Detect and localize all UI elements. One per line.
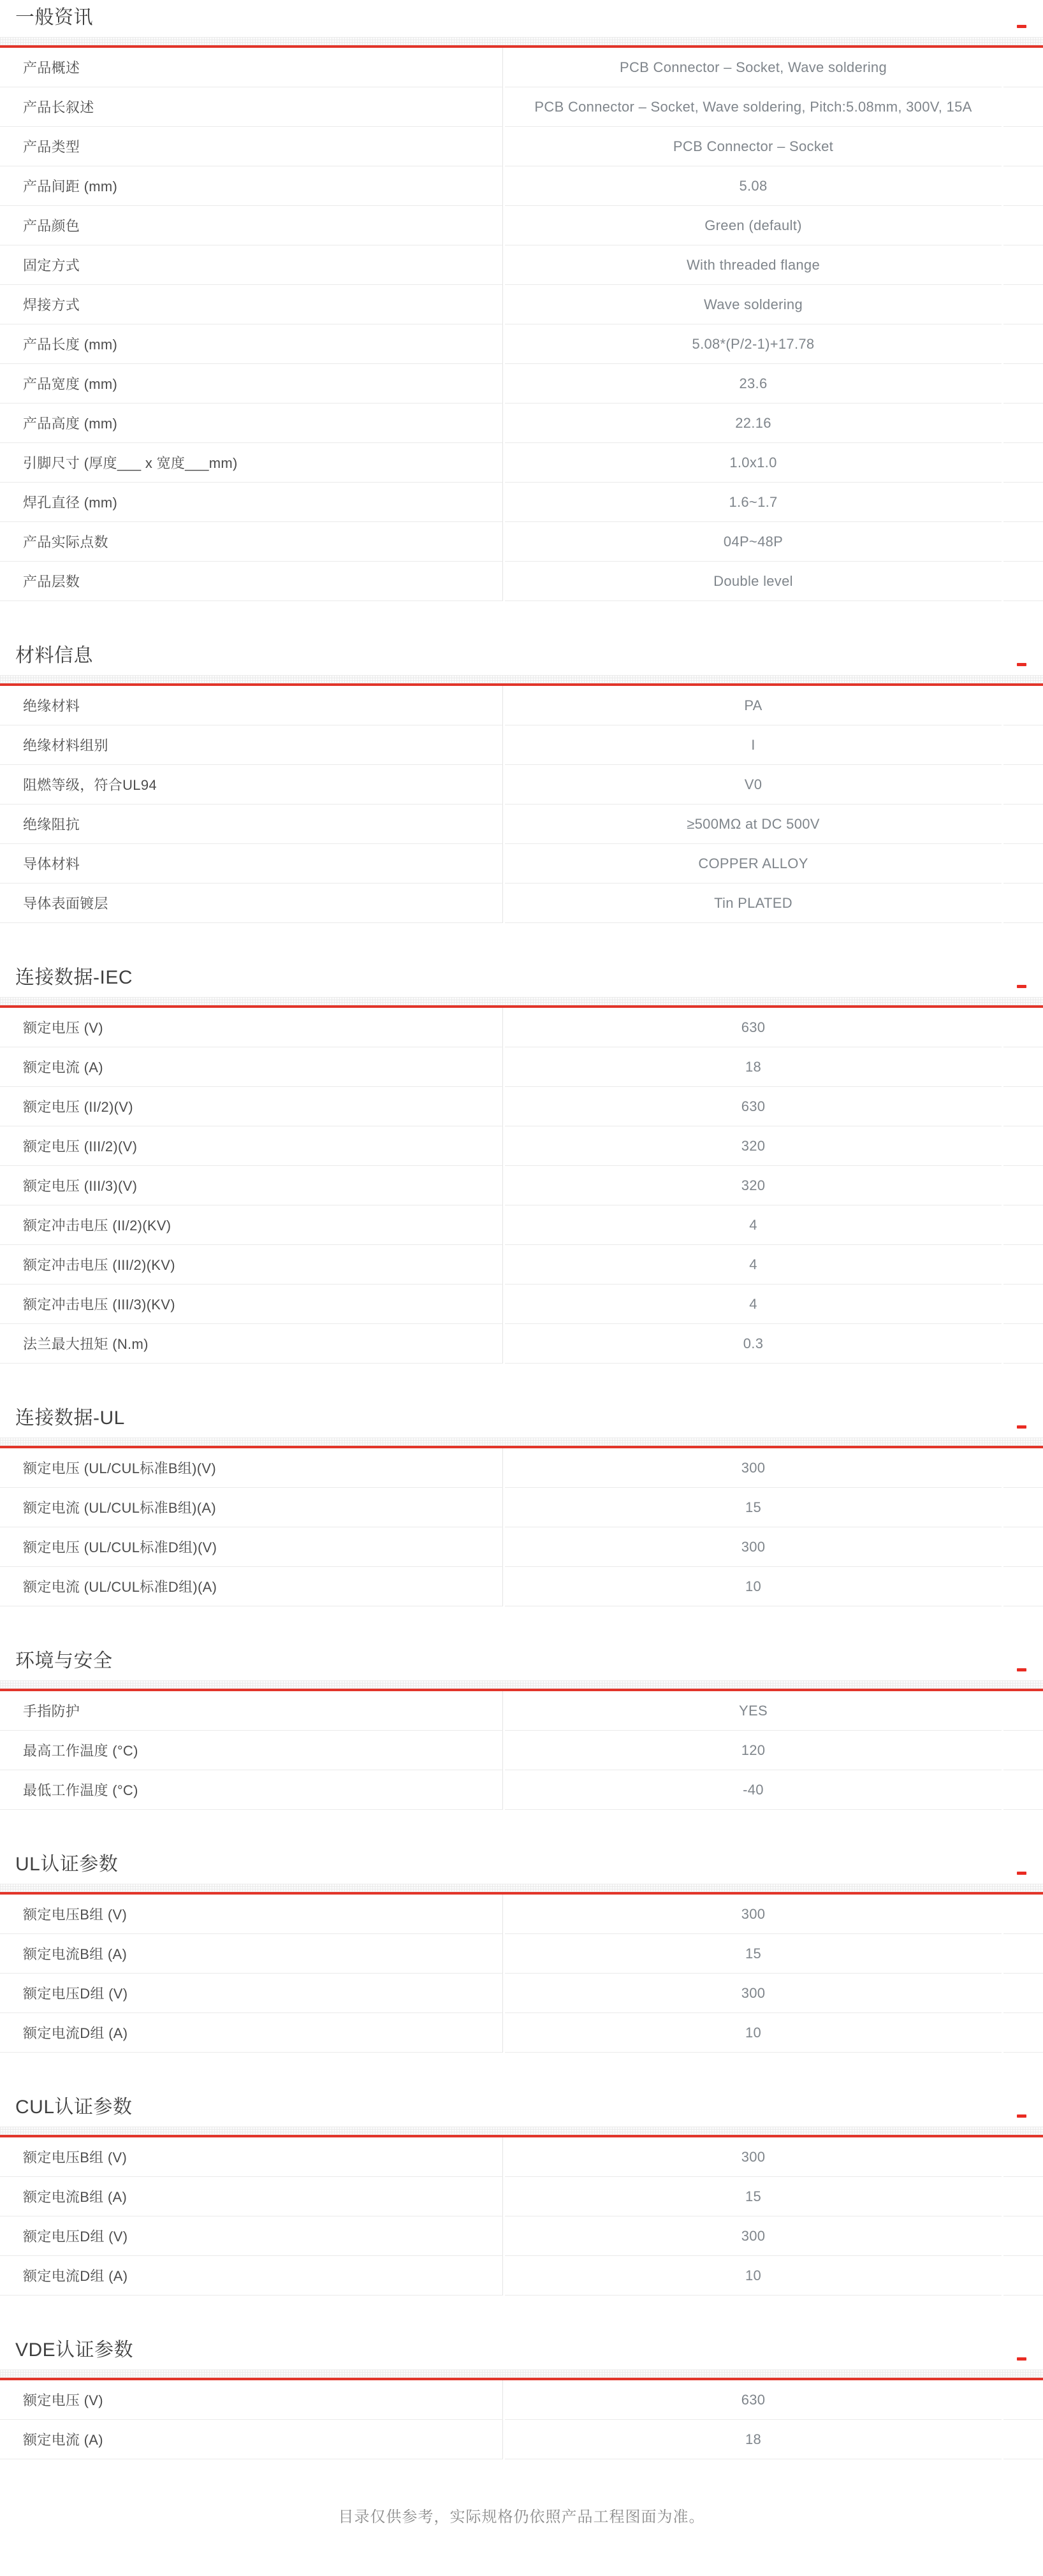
spec-section (0, 4, 1043, 601)
table-row (0, 2420, 1043, 2459)
spec-table (0, 2137, 1043, 2296)
spec-section (0, 964, 1043, 1364)
row-value: 300 (505, 2137, 1002, 2177)
section-divider-pattern (0, 2369, 1043, 2378)
row-label: 产品类型 (0, 127, 503, 166)
row-value: 18 (505, 2420, 1002, 2459)
row-value: PCB Connector – Socket, Wave soldering, Pitch:5.08mm, 300V, 15A (505, 87, 1002, 127)
row-label: 额定电流 (A) (0, 1047, 503, 1087)
row-spacer (1003, 166, 1043, 206)
table-row (0, 1047, 1043, 1087)
table-row (0, 1770, 1043, 1810)
row-value: 18 (505, 1047, 1002, 1087)
row-label: 焊接方式 (0, 285, 503, 324)
row-spacer (1003, 2177, 1043, 2216)
row-value: 300 (505, 1448, 1002, 1488)
spec-section (0, 2336, 1043, 2459)
section-title: 环境与安全 (15, 1650, 113, 1671)
section-divider-pattern (0, 997, 1043, 1005)
table-row (0, 285, 1043, 324)
row-label: 额定电压 (III/2)(V) (0, 1126, 503, 1166)
row-label: 额定电压 (III/3)(V) (0, 1166, 503, 1205)
table-row (0, 1087, 1043, 1126)
row-value: 15 (505, 1934, 1002, 1974)
table-row (0, 1166, 1043, 1205)
row-spacer (1003, 1166, 1043, 1205)
row-value: 1.6~1.7 (505, 483, 1002, 522)
table-row (0, 2013, 1043, 2053)
collapse-minus-icon[interactable] (1017, 2357, 1026, 2361)
row-spacer (1003, 127, 1043, 166)
row-label: 法兰最大扭矩 (N.m) (0, 1324, 503, 1364)
row-spacer (1003, 1087, 1043, 1126)
row-label: 额定电压B组 (V) (0, 2137, 503, 2177)
row-spacer (1003, 364, 1043, 404)
row-label: 额定电压 (UL/CUL标准D组)(V) (0, 1527, 503, 1567)
row-value: With threaded flange (505, 245, 1002, 285)
row-value: 5.08*(P/2-1)+17.78 (505, 324, 1002, 364)
row-label: 产品层数 (0, 562, 503, 601)
table-row (0, 844, 1043, 884)
row-label: 额定电流 (UL/CUL标准D组)(A) (0, 1567, 503, 1606)
row-value: Double level (505, 562, 1002, 601)
row-spacer (1003, 1731, 1043, 1770)
row-label: 额定电流 (UL/CUL标准B组)(A) (0, 1488, 503, 1527)
row-label: 产品概述 (0, 48, 503, 87)
table-row (0, 443, 1043, 483)
section-header (0, 1647, 1043, 1680)
row-label: 最低工作温度 (°C) (0, 1770, 503, 1810)
section-title: CUL认证参数 (15, 2097, 133, 2118)
section-header (0, 2093, 1043, 2127)
row-value: 300 (505, 1527, 1002, 1567)
row-spacer (1003, 1567, 1043, 1606)
row-value: I (505, 725, 1002, 765)
table-row (0, 2380, 1043, 2420)
table-row (0, 1527, 1043, 1567)
table-row (0, 404, 1043, 443)
table-row (0, 1324, 1043, 1364)
section-title: UL认证参数 (15, 1854, 119, 1875)
table-row (0, 562, 1043, 601)
row-spacer (1003, 1284, 1043, 1324)
table-row (0, 48, 1043, 87)
row-spacer (1003, 2380, 1043, 2420)
row-label: 导体材料 (0, 844, 503, 884)
row-label: 产品长叙述 (0, 87, 503, 127)
table-row (0, 2256, 1043, 2296)
section-header (0, 964, 1043, 997)
row-label: 额定电流 (A) (0, 2420, 503, 2459)
row-label: 额定电流D组 (A) (0, 2013, 503, 2053)
section-header (0, 4, 1043, 37)
row-label: 焊孔直径 (mm) (0, 483, 503, 522)
row-spacer (1003, 245, 1043, 285)
table-row (0, 1691, 1043, 1731)
row-label: 额定电压D组 (V) (0, 2216, 503, 2256)
row-label: 额定电压B组 (V) (0, 1895, 503, 1934)
row-spacer (1003, 844, 1043, 884)
row-value: 320 (505, 1166, 1002, 1205)
row-label: 最高工作温度 (°C) (0, 1731, 503, 1770)
row-spacer (1003, 443, 1043, 483)
row-label: 产品高度 (mm) (0, 404, 503, 443)
row-spacer (1003, 884, 1043, 923)
row-spacer (1003, 1245, 1043, 1284)
row-spacer (1003, 1527, 1043, 1567)
row-spacer (1003, 1974, 1043, 2013)
section-divider-pattern (0, 675, 1043, 683)
row-spacer (1003, 1205, 1043, 1245)
section-divider-pattern (0, 2127, 1043, 2135)
row-value: 320 (505, 1126, 1002, 1166)
row-label: 额定电压 (II/2)(V) (0, 1087, 503, 1126)
row-value: COPPER ALLOY (505, 844, 1002, 884)
row-label: 产品实际点数 (0, 522, 503, 562)
row-label: 手指防护 (0, 1691, 503, 1731)
row-label: 额定冲击电压 (II/2)(KV) (0, 1205, 503, 1245)
row-value: ≥500MΩ at DC 500V (505, 804, 1002, 844)
row-spacer (1003, 1691, 1043, 1731)
row-spacer (1003, 562, 1043, 601)
section-title: 连接数据-UL (15, 1408, 125, 1429)
row-label: 额定电压 (V) (0, 2380, 503, 2420)
table-row (0, 686, 1043, 725)
row-value: 5.08 (505, 166, 1002, 206)
row-spacer (1003, 1126, 1043, 1166)
row-value: 4 (505, 1205, 1002, 1245)
row-spacer (1003, 1047, 1043, 1087)
sections (0, 4, 1043, 2459)
row-spacer (1003, 1448, 1043, 1488)
row-spacer (1003, 404, 1043, 443)
table-row (0, 1126, 1043, 1166)
table-row (0, 2177, 1043, 2216)
table-row (0, 765, 1043, 804)
row-spacer (1003, 1488, 1043, 1527)
collapse-minus-icon[interactable] (1017, 663, 1026, 666)
table-row (0, 206, 1043, 245)
row-spacer (1003, 725, 1043, 765)
row-value: 15 (505, 2177, 1002, 2216)
row-value: 23.6 (505, 364, 1002, 404)
collapse-minus-icon[interactable] (1017, 1425, 1026, 1429)
row-value: 300 (505, 1895, 1002, 1934)
section-title: VDE认证参数 (15, 2340, 134, 2361)
section-header (0, 1404, 1043, 1437)
row-spacer (1003, 765, 1043, 804)
row-label: 额定电压 (V) (0, 1008, 503, 1047)
table-row (0, 1448, 1043, 1488)
row-value: Tin PLATED (505, 884, 1002, 923)
spec-table (0, 1895, 1043, 2053)
row-value: 4 (505, 1284, 1002, 1324)
row-label: 产品间距 (mm) (0, 166, 503, 206)
row-spacer (1003, 2256, 1043, 2296)
row-spacer (1003, 1770, 1043, 1810)
spec-table (0, 1008, 1043, 1364)
row-spacer (1003, 324, 1043, 364)
spec-section (0, 642, 1043, 923)
section-title: 材料信息 (15, 645, 93, 666)
table-row (0, 1205, 1043, 1245)
spec-table (0, 2380, 1043, 2459)
row-spacer (1003, 2013, 1043, 2053)
row-label: 额定冲击电压 (III/2)(KV) (0, 1245, 503, 1284)
row-label: 额定电流D组 (A) (0, 2256, 503, 2296)
section-title: 一般资讯 (15, 7, 93, 28)
table-row (0, 1488, 1043, 1527)
row-label: 绝缘材料 (0, 686, 503, 725)
table-row (0, 1974, 1043, 2013)
section-divider-pattern (0, 1437, 1043, 1446)
row-value: 300 (505, 1974, 1002, 2013)
section-header (0, 1851, 1043, 1884)
table-row (0, 725, 1043, 765)
row-label: 额定电压 (UL/CUL标准B组)(V) (0, 1448, 503, 1488)
row-value: 15 (505, 1488, 1002, 1527)
spec-section (0, 1647, 1043, 1810)
section-header (0, 642, 1043, 675)
row-value: PCB Connector – Socket (505, 127, 1002, 166)
spec-table (0, 686, 1043, 923)
row-spacer (1003, 804, 1043, 844)
spec-table (0, 48, 1043, 601)
row-spacer (1003, 87, 1043, 127)
row-value: V0 (505, 765, 1002, 804)
row-value: 630 (505, 2380, 1002, 2420)
section-header (0, 2336, 1043, 2369)
row-value: 04P~48P (505, 522, 1002, 562)
row-value: Wave soldering (505, 285, 1002, 324)
row-value: -40 (505, 1770, 1002, 1810)
table-row (0, 1284, 1043, 1324)
section-divider-pattern (0, 1884, 1043, 1892)
row-spacer (1003, 2216, 1043, 2256)
table-row (0, 127, 1043, 166)
table-row (0, 2216, 1043, 2256)
row-spacer (1003, 1934, 1043, 1974)
table-row (0, 1731, 1043, 1770)
table-row (0, 804, 1043, 844)
table-row (0, 245, 1043, 285)
table-row (0, 483, 1043, 522)
row-spacer (1003, 1895, 1043, 1934)
section-divider-pattern (0, 37, 1043, 45)
table-row (0, 522, 1043, 562)
row-spacer (1003, 1008, 1043, 1047)
row-value: 630 (505, 1008, 1002, 1047)
row-label: 阻燃等级，符合UL94 (0, 765, 503, 804)
collapse-minus-icon[interactable] (1017, 985, 1026, 988)
row-spacer (1003, 206, 1043, 245)
table-row (0, 1934, 1043, 1974)
row-spacer (1003, 1324, 1043, 1364)
table-row (0, 2137, 1043, 2177)
row-spacer (1003, 483, 1043, 522)
row-label: 额定电流B组 (A) (0, 1934, 503, 1974)
row-label: 产品长度 (mm) (0, 324, 503, 364)
row-label: 产品宽度 (mm) (0, 364, 503, 404)
collapse-minus-icon[interactable] (1017, 2114, 1026, 2118)
row-spacer (1003, 686, 1043, 725)
row-value: PCB Connector – Socket, Wave soldering (505, 48, 1002, 87)
table-row (0, 1895, 1043, 1934)
row-value: 120 (505, 1731, 1002, 1770)
table-row (0, 1245, 1043, 1284)
row-value: YES (505, 1691, 1002, 1731)
row-value: 630 (505, 1087, 1002, 1126)
spec-section (0, 2093, 1043, 2296)
row-value: 1.0x1.0 (505, 443, 1002, 483)
row-label: 产品颜色 (0, 206, 503, 245)
collapse-minus-icon[interactable] (1017, 1668, 1026, 1671)
row-value: 300 (505, 2216, 1002, 2256)
row-spacer (1003, 2420, 1043, 2459)
row-value: 10 (505, 2013, 1002, 2053)
collapse-minus-icon[interactable] (1017, 25, 1026, 28)
page-footer-note: 目录仅供参考，实际规格仍依照产品工程图面为准。 (338, 2508, 705, 2526)
table-row (0, 1567, 1043, 1606)
collapse-minus-icon[interactable] (1017, 1872, 1026, 1875)
section-title: 连接数据-IEC (15, 967, 133, 988)
table-row (0, 87, 1043, 127)
row-spacer (1003, 522, 1043, 562)
table-row (0, 884, 1043, 923)
spec-section (0, 1851, 1043, 2053)
row-label: 绝缘阻抗 (0, 804, 503, 844)
row-value: 4 (505, 1245, 1002, 1284)
spec-section (0, 1404, 1043, 1606)
row-label: 固定方式 (0, 245, 503, 285)
row-label: 额定电流B组 (A) (0, 2177, 503, 2216)
row-value: 22.16 (505, 404, 1002, 443)
spec-table (0, 1691, 1043, 1810)
row-value: 10 (505, 1567, 1002, 1606)
section-divider-pattern (0, 1680, 1043, 1689)
row-spacer (1003, 2137, 1043, 2177)
row-spacer (1003, 285, 1043, 324)
row-label: 额定冲击电压 (III/3)(KV) (0, 1284, 503, 1324)
row-value: Green (default) (505, 206, 1002, 245)
table-row (0, 1008, 1043, 1047)
row-label: 绝缘材料组别 (0, 725, 503, 765)
spec-table (0, 1448, 1043, 1606)
row-spacer (1003, 48, 1043, 87)
table-row (0, 324, 1043, 364)
row-label: 导体表面镀层 (0, 884, 503, 923)
row-label: 额定电压D组 (V) (0, 1974, 503, 2013)
table-row (0, 364, 1043, 404)
row-value: 10 (505, 2256, 1002, 2296)
table-row (0, 166, 1043, 206)
row-value: 0.3 (505, 1324, 1002, 1364)
row-label: 引脚尺寸 (厚度___ x 宽度___mm) (0, 443, 503, 483)
row-value: PA (505, 686, 1002, 725)
